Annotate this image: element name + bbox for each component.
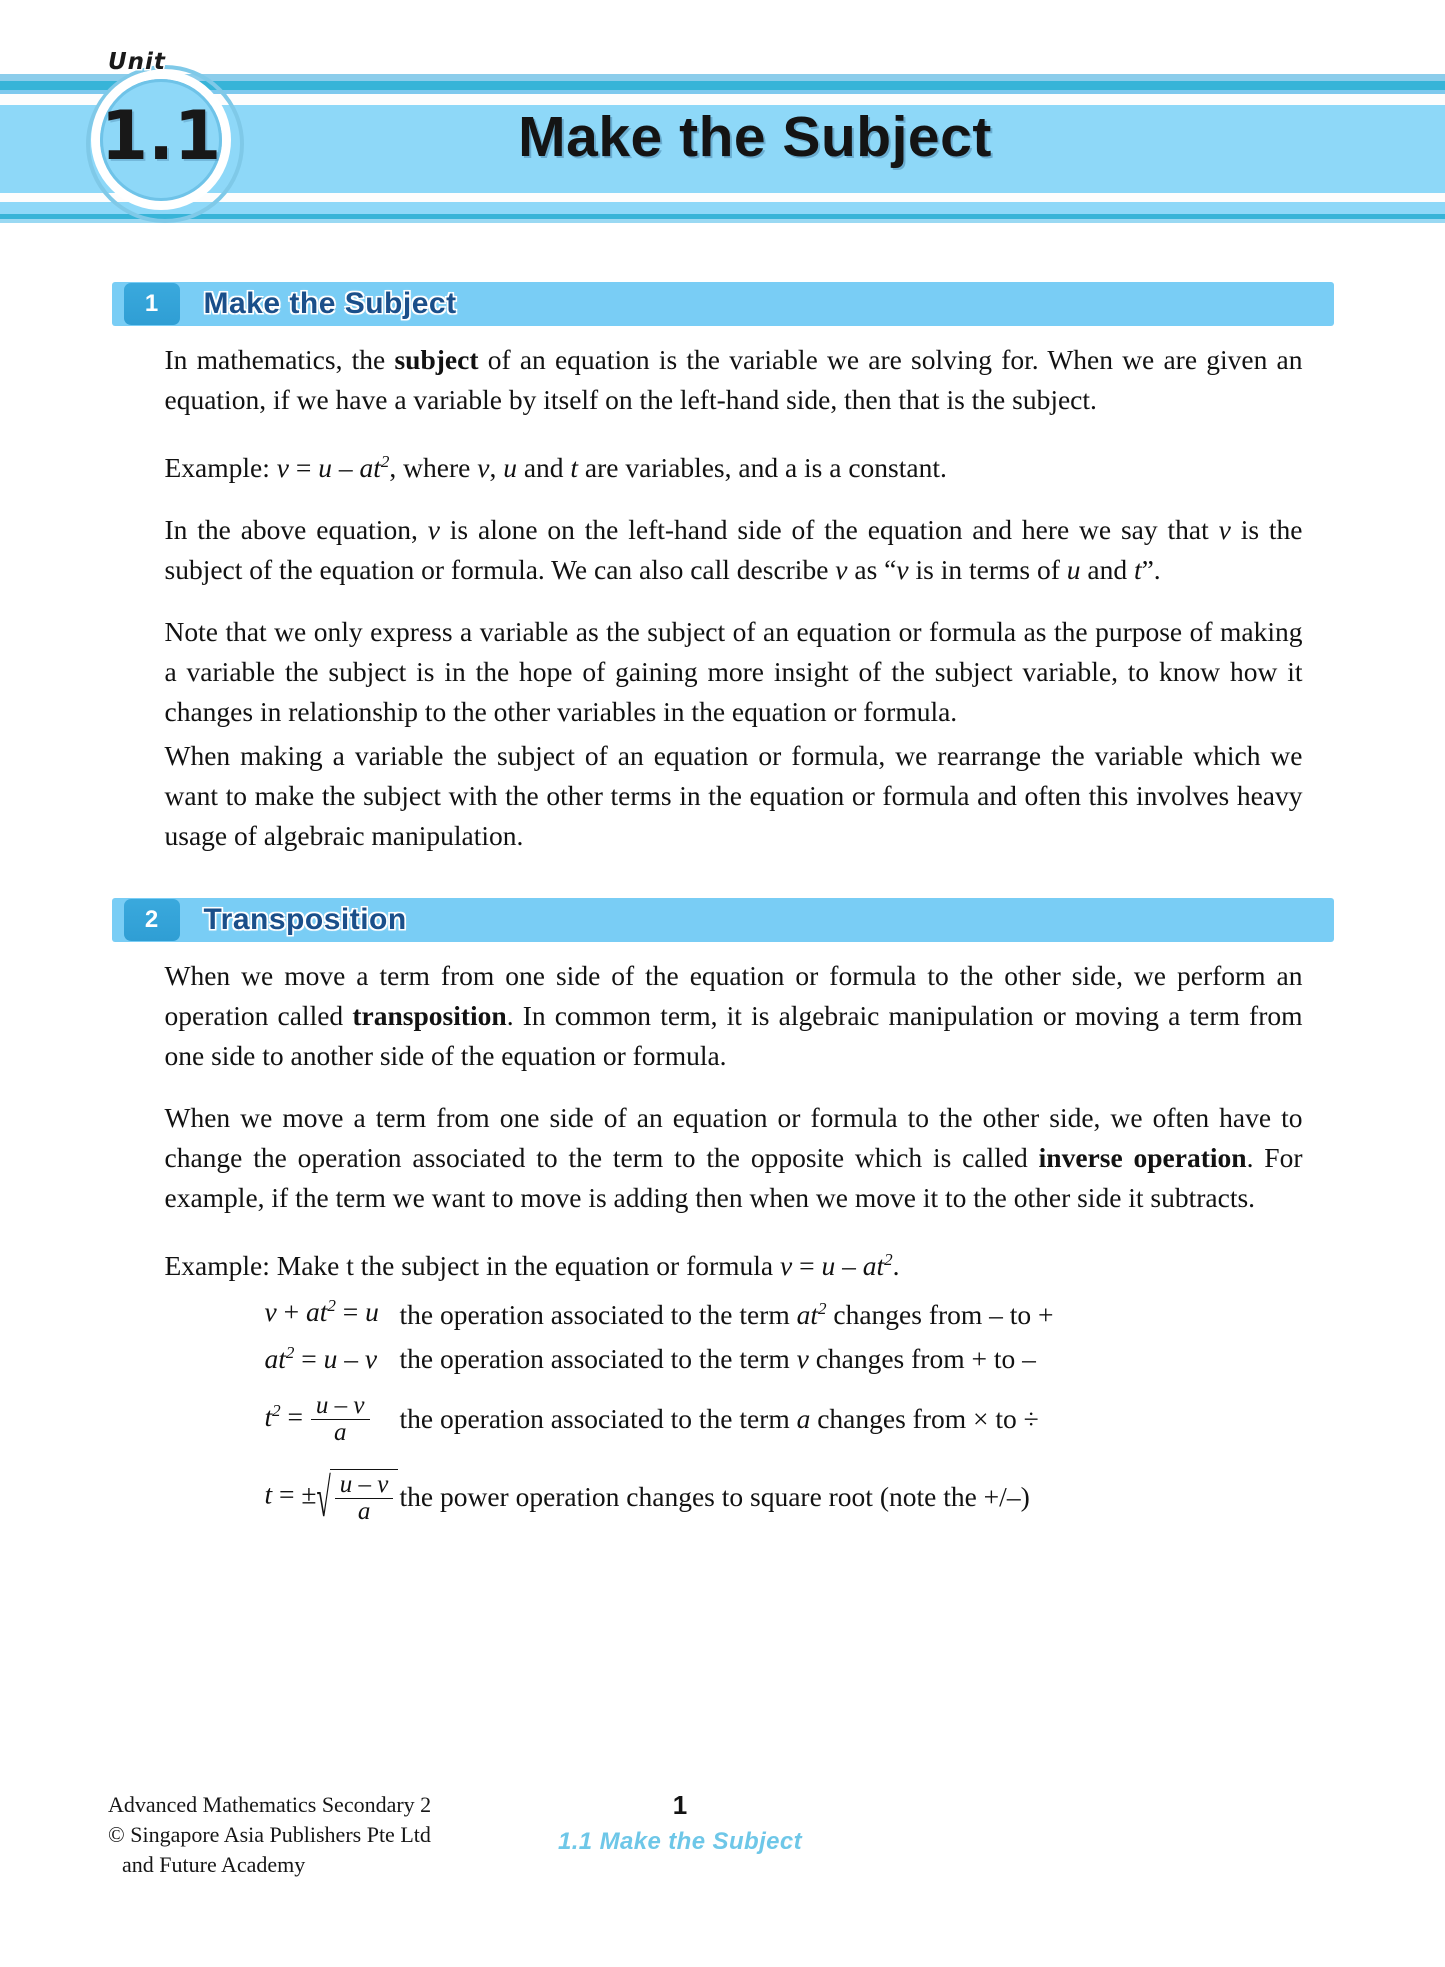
page-number: 1 (672, 1790, 688, 1820)
eq2-desc-term: v (796, 1343, 809, 1375)
eq4-eq: = (272, 1478, 302, 1510)
ex1-v: v (276, 452, 289, 484)
para5-a: When we move a term from one side of the equation or formula to the other side, we perform an operation called (164, 960, 1303, 1032)
eq2-desc-a: the operation associated to the term (399, 1343, 797, 1375)
eq3-desc-a: the operation associated to the term (399, 1403, 797, 1435)
footer-line-3: and Future Academy (122, 1852, 306, 1877)
equation-4-description: the power operation changes to square root (note the +/–) (399, 1481, 1030, 1513)
eq4-denominator: a (357, 1498, 371, 1526)
para6-bold-inverse: inverse (1038, 1142, 1123, 1174)
equation-2-description (400, 1340, 1036, 1378)
section-number-2: 2 (124, 899, 180, 941)
eq1-desc-term-power: 2 (817, 1299, 827, 1319)
ex1-lead: Example: (164, 452, 277, 484)
eq4-plusminus: ± (301, 1478, 317, 1510)
ex2-at: at (862, 1250, 885, 1282)
ex1-comma: , (489, 452, 504, 484)
eq2-eq: = (294, 1343, 324, 1375)
paragraph-1 (165, 340, 1303, 420)
section-title-2: Transposition (203, 903, 407, 937)
section-number-1: 1 (124, 283, 180, 325)
section-header-2 (112, 898, 1334, 942)
equation-1-description (400, 1290, 1054, 1334)
para2-f: and (1080, 554, 1134, 586)
equation-row-2 (165, 1338, 1303, 1380)
para1-bold-subject: subject (394, 344, 479, 375)
eq3-desc-b: changes from × to ÷ (810, 1403, 1039, 1435)
para1-text-a: In mathematics, the (164, 344, 395, 375)
eq2-v: v (364, 1343, 378, 1375)
equation-4-lhs (165, 1468, 400, 1529)
equation-3-lhs (165, 1393, 400, 1447)
footer-line-1: Advanced Mathematics Secondary 2 (108, 1792, 432, 1817)
eq1-at: at (305, 1296, 328, 1328)
eq4-radicand (330, 1469, 399, 1526)
para2-u: u (1066, 554, 1081, 586)
eq4-t: t (264, 1478, 273, 1510)
unit-badge (86, 49, 244, 223)
ex1-and: and (516, 452, 571, 484)
eq2-op: – (337, 1343, 365, 1375)
paragraph-6 (165, 1098, 1303, 1218)
ex1-t: t (570, 452, 579, 484)
eq2-desc-b: changes from + to – (808, 1343, 1036, 1375)
paragraph-example-1 (165, 442, 1303, 488)
footer-imprint (108, 1790, 431, 1880)
para6-bold-operation: operation (1133, 1142, 1247, 1174)
ex2-lead: Example: Make t the subject in the equation or formula (164, 1250, 781, 1282)
transposition-steps (143, 1290, 1303, 1534)
para5-bold-transposition: transposition (352, 1000, 507, 1032)
ex1-u2: u (503, 452, 517, 484)
page-title: Make the Subject (518, 105, 992, 169)
para1-text-b: of an equation is the variable we are solving for. When we are given an equation, if we have a variable by itself on the left-hand side, then that is the subject. (164, 344, 1303, 415)
para2-t: t (1133, 554, 1142, 586)
eq1-desc-term: at (796, 1299, 818, 1331)
eq3-eq: = (280, 1400, 310, 1432)
equation-row-1 (165, 1290, 1303, 1334)
section-title-1: Make the Subject (203, 287, 457, 320)
eq1-op: + (276, 1296, 306, 1328)
paragraph-5 (165, 956, 1303, 1076)
eq3-fraction (311, 1393, 370, 1447)
eq3-t: t (264, 1400, 273, 1432)
section-header-1 (112, 282, 1334, 326)
paragraph-example-2 (165, 1240, 1303, 1286)
eq1-u: u (365, 1296, 379, 1328)
ex1-v2: v (477, 452, 490, 484)
para2-v3: v (835, 554, 848, 586)
equation-2-lhs (165, 1343, 400, 1375)
ex2-u: u (821, 1250, 836, 1282)
para6-b: . For example, if the term we want to move is adding then when we move it to the other side it subtracts. (164, 1142, 1303, 1214)
ex1-tail-a: , where (389, 452, 478, 484)
equation-3-description (400, 1400, 1039, 1438)
para2-v1: v (427, 514, 440, 546)
para2-v4: v (896, 554, 909, 586)
footer-running-title: 1.1 Make the Subject (557, 1828, 803, 1855)
para2-v2: v (1218, 514, 1231, 546)
para6-a: When we move a term from one side of an equation or formula to the other side, we often have to change the operation associated to the term to the opposite which is called (164, 1102, 1303, 1174)
equation-1-lhs (165, 1296, 400, 1328)
eq3-power: 2 (272, 1400, 281, 1420)
para2-c: is the subject of the equation or formula. We can also call describe (164, 514, 1303, 586)
eq1-desc-b: changes from – to + (826, 1299, 1054, 1331)
page-footer (0, 1790, 1445, 1920)
paragraph-2 (165, 510, 1303, 590)
eq4-square-root (316, 1468, 399, 1529)
paragraph-3: Note that we only express a variable as the subject of an equation or formula as the purpose of making a variable the subject is in the hope of gaining more insight of the subject variable, to know how it changes in relationship to the other variables in the equation or formula. (164, 616, 1303, 728)
ex2-v: v (780, 1250, 793, 1282)
eq1-power: 2 (327, 1296, 336, 1316)
para5-b: . In common term, it is algebraic manipulation or moving a term from one side to another side of the equation or formula. (164, 1000, 1303, 1072)
para2-d: as “ (847, 554, 897, 586)
eq2-at: at (264, 1343, 286, 1375)
ex2-minus: – (835, 1250, 863, 1282)
ex2-end: . (892, 1250, 900, 1282)
ex1-eq: = (288, 452, 319, 484)
para2-g: ”. (1141, 554, 1161, 586)
unit-number: 1.1 (100, 97, 222, 176)
section-1-body (143, 340, 1303, 856)
paragraph-4: When making a variable the subject of an equation or formula, we rearrange the variable which we want to make the subject with the other terms in the equation or formula and often this involves heavy usage of algebraic manipulation. (164, 740, 1303, 852)
eq3-desc-term: a (796, 1403, 811, 1435)
para2-a: In the above equation, (164, 514, 428, 546)
eq2-power: 2 (285, 1343, 295, 1363)
ex1-power: 2 (380, 452, 390, 471)
para2-b: is alone on the left-hand side of the equation and here we say that (439, 514, 1219, 546)
ex1-at: at (359, 452, 381, 484)
ex1-u: u (318, 452, 332, 484)
para6-space (1123, 1142, 1134, 1173)
footer-line-2: © Singapore Asia Publishers Pte Ltd (108, 1822, 431, 1847)
section-2-body (143, 956, 1303, 1286)
equation-row-4 (165, 1460, 1303, 1534)
eq4-numerator: u – v (335, 1472, 394, 1499)
eq1-v: v (264, 1296, 277, 1328)
eq3-numerator: u – v (311, 1393, 370, 1420)
eq3-denominator: a (333, 1418, 347, 1446)
ex1-minus: – (332, 452, 360, 484)
eq2-u: u (323, 1343, 338, 1375)
page-content (0, 250, 1445, 1534)
radical-icon: √ (316, 1468, 331, 1529)
eq1-eq: = (335, 1296, 366, 1328)
ex2-power: 2 (884, 1250, 893, 1270)
eq1-desc-a: the operation associated to the term (399, 1299, 797, 1331)
unit-word-label: Unit (108, 49, 166, 75)
ex2-eq: = (792, 1250, 822, 1282)
para2-e: is in terms of (908, 554, 1067, 586)
ex1-tail-b: are variables, and a is a constant. (578, 452, 947, 484)
unit-header-banner (0, 0, 1445, 250)
equation-row-3 (165, 1388, 1303, 1450)
eq4-fraction (335, 1472, 394, 1526)
